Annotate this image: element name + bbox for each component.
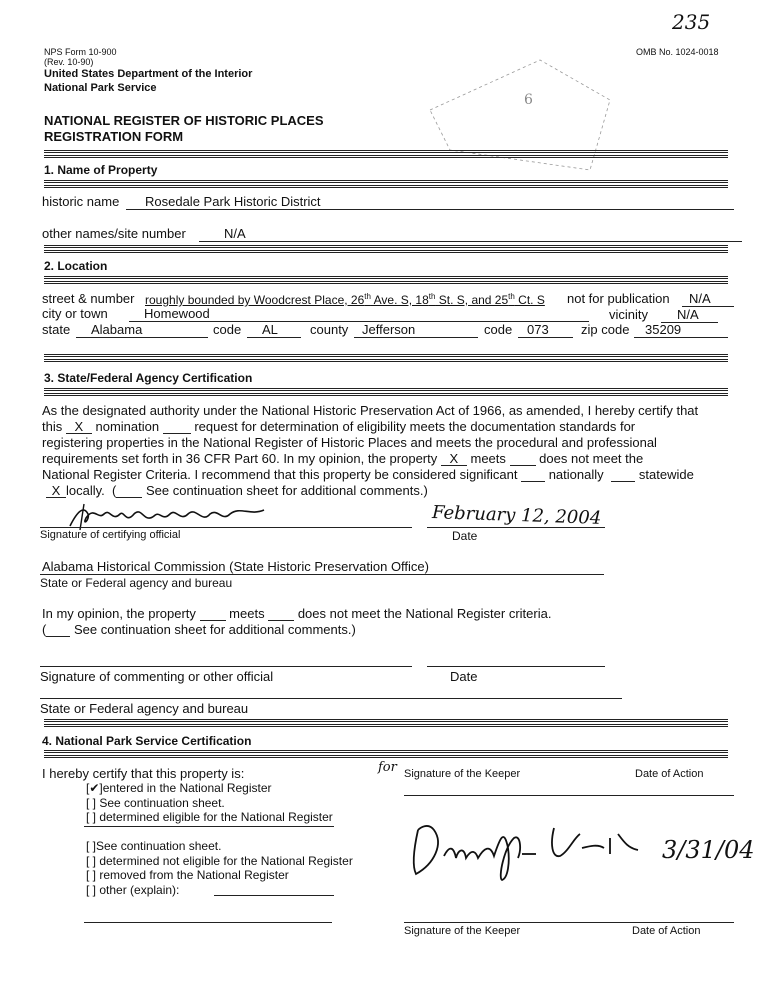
state-code-label: code	[213, 322, 242, 337]
nomination-check[interactable]: X	[66, 420, 92, 434]
opinion-meets: meets	[229, 606, 265, 621]
cert-nomination: nomination	[95, 419, 160, 434]
cert-line-6: X locally. ( See continuation sheet for additional comments.)	[42, 483, 752, 499]
omb-number: OMB No. 1024-0018	[636, 47, 719, 57]
comment-date-line	[427, 666, 605, 667]
entered-check-icon: [✔]	[86, 781, 103, 795]
not-for-publication-value[interactable]: N/A	[689, 291, 711, 306]
separator	[44, 388, 728, 396]
cert-request: request for determination of eligibility meets the documentation standards for	[194, 419, 636, 434]
cert-statewide: statewide	[638, 467, 694, 482]
separator	[44, 245, 728, 253]
service-name: National Park Service	[44, 82, 157, 94]
keeper-sig-line-1	[404, 795, 734, 796]
department-name: United States Department of the Interior	[44, 68, 253, 80]
section-3-heading: 3. State/Federal Agency Certification	[44, 371, 253, 385]
separator	[44, 354, 728, 362]
cert-meets: meets	[470, 451, 506, 466]
date-of-action-label-2: Date of Action	[632, 925, 701, 937]
commenting-official-label: Signature of commenting or other official	[40, 669, 274, 684]
city-label: city or town	[42, 306, 108, 321]
certifying-official-label: Signature of certifying official	[40, 529, 181, 541]
keeper-option[interactable]: [ ] determined not eligible for the National Register	[86, 854, 353, 868]
keeper-signature	[404, 808, 654, 888]
opinion-paragraph	[42, 606, 752, 638]
separator	[44, 180, 728, 188]
comment-sig-line	[40, 666, 412, 667]
separator	[44, 719, 728, 727]
opinion-meets-check[interactable]	[200, 607, 226, 621]
section-4-heading: 4. National Park Service Certification	[42, 734, 252, 748]
other-names-value[interactable]: N/A	[224, 226, 246, 241]
historic-name-line	[126, 209, 734, 210]
keeper-date-of-action[interactable]: 3/31/04	[662, 836, 755, 864]
stamp-mark: 6	[524, 92, 533, 108]
keeper-option[interactable]: [ ]See continuation sheet.	[86, 839, 222, 853]
cert-does-not-meet: does not meet the	[539, 451, 644, 466]
county-label: county	[310, 322, 349, 337]
state-value[interactable]: Alabama	[91, 322, 143, 337]
other-explain-line	[214, 895, 334, 896]
nationally-check[interactable]	[521, 468, 545, 482]
cert-line-5	[42, 467, 752, 483]
cert-date-line	[427, 527, 605, 528]
historic-name-value[interactable]: Rosedale Park Historic District	[145, 194, 321, 209]
cert-line-3: registering properties in the National Register of Historic Places and meets the procedural and professional	[42, 435, 657, 450]
city-value[interactable]: Homewood	[144, 306, 210, 321]
keeper-divider	[84, 826, 334, 827]
section-2-heading: 2. Location	[44, 259, 108, 273]
keeper-signature-label-2: Signature of the Keeper	[404, 925, 521, 937]
agency-label-2: State or Federal agency and bureau	[40, 701, 249, 716]
cert-line-1: As the designated authority under the National Historic Preservation Act of 1966, as amended, I hereby certify that	[42, 403, 699, 418]
other-explain-line-2	[84, 922, 332, 923]
cert-continuation: See continuation sheet for additional comments.)	[145, 483, 428, 498]
commenting-date-label: Date	[450, 669, 478, 684]
does-not-meet-check[interactable]	[510, 452, 536, 466]
meets-check[interactable]: X	[441, 452, 467, 466]
certifying-agency[interactable]: Alabama Historical Commission (State Historic Preservation Office)	[42, 559, 429, 574]
county-code-line	[518, 337, 573, 338]
zip-value[interactable]: 35209	[645, 322, 682, 337]
street-value[interactable]: roughly bounded by Woodcrest Place, 26th Ave. S, 18th St. S, and 25th Ct. S	[145, 292, 545, 307]
locally-check[interactable]: X	[46, 484, 66, 498]
request-check[interactable]	[163, 420, 191, 434]
separator	[44, 150, 728, 158]
form-revision: (Rev. 10-90)	[44, 57, 94, 67]
continuation-check[interactable]	[116, 484, 142, 498]
opinion-not-meet-check[interactable]	[268, 607, 294, 621]
state-label: state	[42, 322, 71, 337]
keeper-option-entered[interactable]	[86, 781, 272, 795]
opinion-continuation-check[interactable]	[46, 623, 70, 637]
certification-date-label: Date	[452, 529, 478, 543]
agency-line	[40, 574, 604, 575]
zip-label: zip code	[581, 322, 630, 337]
street-label: street & number	[42, 291, 135, 306]
statewide-check[interactable]	[611, 468, 635, 482]
keeper-sig-line-2	[404, 922, 734, 923]
county-code-label: code	[484, 322, 513, 337]
cert-locally: locally.	[66, 483, 105, 498]
section-1-heading: 1. Name of Property	[44, 163, 158, 177]
agency-label: State or Federal agency and bureau	[40, 576, 233, 590]
agency-line-2	[40, 698, 622, 699]
cert-line-4	[42, 451, 752, 467]
not-for-publication-label: not for publication	[567, 291, 670, 306]
keeper-option[interactable]: [ ] other (explain):	[86, 883, 180, 897]
separator	[44, 750, 728, 758]
keeper-intro: I hereby certify that this property is:	[42, 766, 245, 781]
historic-name-label: historic name	[42, 194, 120, 209]
city-line	[129, 321, 589, 322]
county-code-value[interactable]: 073	[527, 322, 549, 337]
state-code-line	[247, 337, 301, 338]
zip-line	[634, 337, 728, 338]
county-value[interactable]: Jefferson	[362, 322, 416, 337]
opinion-continuation-line: ( See continuation sheet for additional comments.)	[42, 622, 356, 637]
county-line	[354, 337, 478, 338]
opinion-continuation: See continuation sheet for additional comments.)	[73, 622, 356, 637]
form-number: NPS Form 10-900	[44, 47, 117, 57]
form-title: NATIONAL REGISTER OF HISTORIC PLACES	[44, 113, 324, 128]
keeper-option-text: entered in the National Register	[102, 781, 272, 795]
cert-this: this	[42, 419, 63, 434]
state-code-value[interactable]: AL	[262, 322, 278, 337]
keeper-option[interactable]: [ ] See continuation sheet.	[86, 796, 225, 810]
cert-sig-line	[40, 527, 412, 528]
vicinity-label: vicinity	[609, 307, 649, 322]
certification-date[interactable]: February 12, 2004	[431, 502, 602, 529]
separator	[44, 276, 728, 284]
vicinity-value[interactable]: N/A	[677, 307, 699, 322]
date-of-action-label: Date of Action	[635, 768, 704, 780]
opinion-not-meet: does not meet the National Register criteria.	[297, 606, 552, 621]
certification-paragraph	[42, 403, 752, 499]
cert-recommend: National Register Criteria. I recommend that this property be considered significant	[42, 467, 518, 482]
form-subtitle: REGISTRATION FORM	[44, 129, 184, 144]
received-stamp	[420, 40, 620, 180]
other-names-label: other names/site number	[42, 226, 186, 241]
keeper-option[interactable]: [ ] determined eligible for the National Register	[86, 810, 333, 824]
opinion-line	[42, 606, 752, 622]
cert-requirements: requirements set forth in 36 CFR Part 60. In my opinion, the property	[42, 451, 438, 466]
for-mark: for	[378, 760, 397, 775]
opinion-text: In my opinion, the property	[42, 606, 196, 621]
cert-nationally: nationally	[548, 467, 604, 482]
state-line	[76, 337, 208, 338]
keeper-signature-label: Signature of the Keeper	[404, 768, 521, 780]
other-names-line	[199, 241, 742, 242]
keeper-option[interactable]: [ ] removed from the National Register	[86, 868, 289, 882]
page-number: 235	[672, 10, 711, 34]
cert-line-2	[42, 419, 752, 435]
